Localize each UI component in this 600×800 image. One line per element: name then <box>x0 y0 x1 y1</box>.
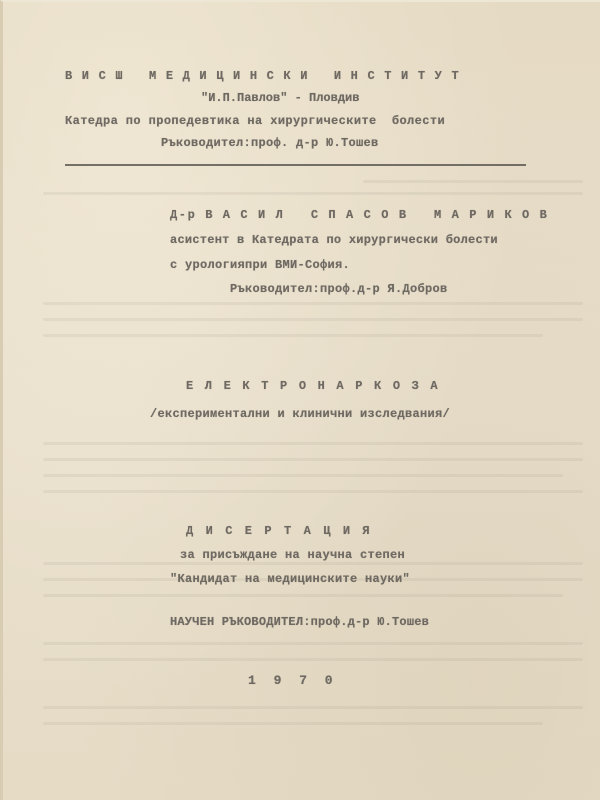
bleed-through-line <box>43 442 583 445</box>
dissertation-label: Д И С Е Р Т А Ц И Я <box>186 524 373 538</box>
bleed-through-line <box>43 302 583 305</box>
institution-name: В И С Ш М Е Д И Ц И Н С К И И Н С Т И Т У Т <box>65 69 460 83</box>
author-supervisor: Ръководител:проф.д-р Я.Добров <box>230 282 448 296</box>
bleed-through-line <box>43 642 583 645</box>
dissertation-degree: "Кандидат на медицинските науки" <box>170 572 411 586</box>
bleed-through-line <box>363 180 583 183</box>
bleed-through-line <box>43 318 583 321</box>
bleed-through-line <box>43 474 563 477</box>
author-position: асистент в Катедрата по хирургически болести <box>170 233 498 247</box>
bleed-through-line <box>43 658 583 661</box>
bleed-through-line <box>43 722 543 725</box>
thesis-title: Е Л Е К Т Р О Н А Р К О З А <box>186 379 440 393</box>
dissertation-purpose: за присъждане на научна степен <box>180 548 406 562</box>
author-name: Д-р В А С И Л С П А С О В М А Р И К О В <box>170 208 549 222</box>
bleed-through-line <box>43 334 543 337</box>
institute-subtitle: "И.П.Павлов" - Пловдив <box>201 91 360 105</box>
bleed-through-line <box>43 458 583 461</box>
bleed-through-line <box>43 490 583 493</box>
department-name: Катедра по пропедевтика на хирургическите болести <box>65 114 446 128</box>
bleed-through-line <box>43 594 563 597</box>
header-divider <box>65 164 526 166</box>
author-affiliation: с урологияпри ВМИ-София. <box>170 258 351 272</box>
bleed-through-line <box>43 192 583 195</box>
year: 1 9 7 0 <box>248 673 338 688</box>
department-head: Ръководител:проф. д-р Ю.Тошев <box>161 136 379 150</box>
bleed-through-line <box>43 706 583 709</box>
bleed-through-line <box>43 562 583 565</box>
thesis-subtitle: /експериментални и клинични изследвания/ <box>150 407 451 421</box>
scientific-supervisor: НАУЧЕН РЪКОВОДИТЕЛ:проф.д-р Ю.Тошев <box>170 615 430 629</box>
